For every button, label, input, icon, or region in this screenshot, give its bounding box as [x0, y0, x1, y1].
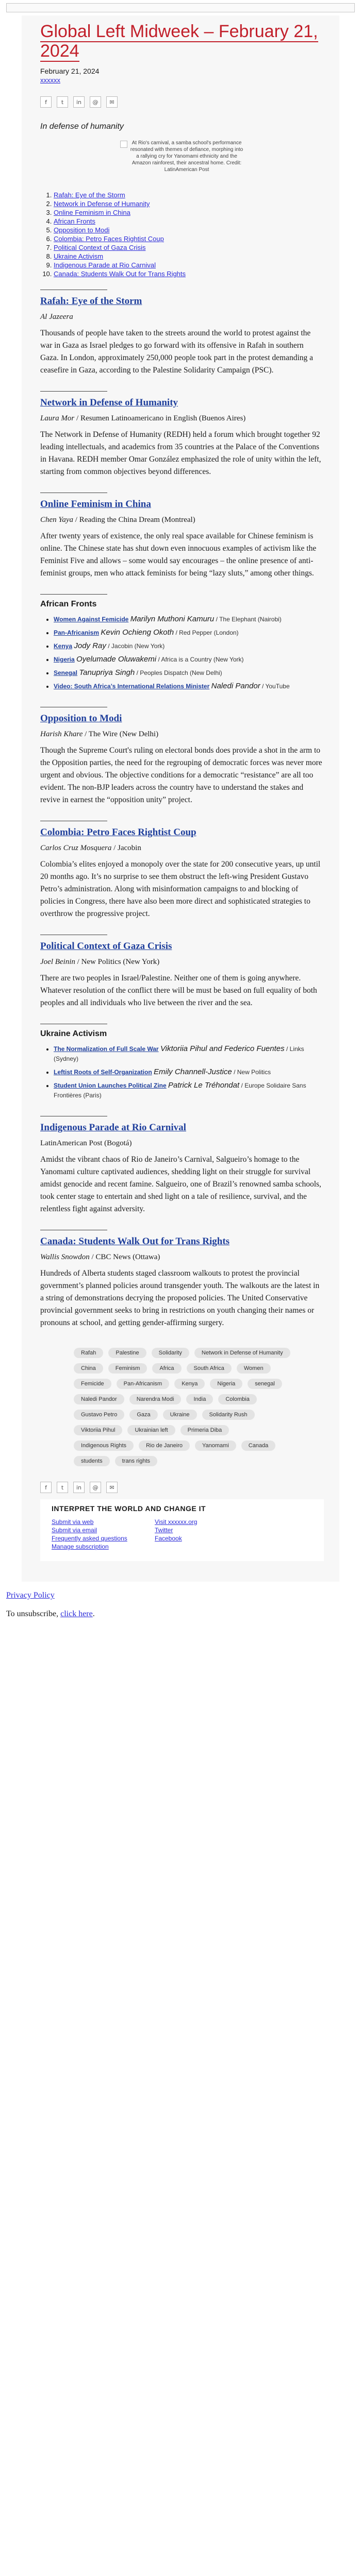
tag-pill[interactable]: Solidarity	[152, 1348, 189, 1358]
article-author: Al Jazeera	[40, 313, 73, 321]
share-icons-row	[40, 96, 324, 108]
article-title-link[interactable]: Network in Defense of Humanity	[40, 397, 178, 408]
tag-pill[interactable]: Network in Defense of Humanity	[194, 1348, 290, 1358]
top-browser-bar	[0, 0, 361, 15]
article-source: Reading the China Dream (Montreal)	[79, 516, 195, 524]
article-colombia	[40, 826, 324, 920]
footer-band	[40, 1499, 324, 1561]
toc-link-ukraine[interactable]: Ukraine Activism	[54, 252, 104, 260]
list-item: • Leftist Roots of Self-Organization Emily Channell-Justice / New Politics	[54, 1067, 324, 1077]
article-author: Carlos Cruz Mosquera	[40, 844, 112, 852]
list-item: • Women Against Femicide Marilyn Muthoni Kamuru / The Elephant (Nairobi)	[54, 614, 324, 624]
unsubscribe-suffix: .	[92, 1609, 95, 1618]
hero-caption: At Rio's carnival, a samba school's performance resonated with themes of defiance, morphing into a rallying cry for Yanomami ethnicity and the Amazon rainforest, their ancestral home. Credit: LatinAmerican Post	[130, 140, 243, 173]
unsubscribe-line	[6, 1609, 356, 1619]
item-link[interactable]: Nigeria	[54, 656, 75, 663]
list-item: • Video: South Africa’s International Relations Minister Naledi Pandor / YouTube	[54, 681, 324, 691]
article-feminism	[40, 498, 324, 580]
facebook-link[interactable]: Facebook	[155, 1535, 182, 1542]
newsletter-title[interactable]: Global Left Midweek – February 21, 2024	[40, 22, 318, 61]
article-title	[40, 397, 324, 409]
item-source: Africa is a Country (New York)	[161, 656, 244, 663]
footer-heading: INTERPRET THE WORLD AND CHANGE IT	[52, 1504, 206, 1513]
tag-pill[interactable]: Yanomami	[195, 1440, 236, 1451]
article-body: Thousands of people have taken to the streets around the world to protest against the war in Gaza as Israel pledges to go forward with its offensive in Rafah in southern Gaza. In London, approximately 250,000 people took part in the protest demanding a ceasefire in Gaza, according to the Palestine Solidarity Campaign (PSC).	[40, 329, 314, 375]
item-link[interactable]: Pan-Africanism	[54, 629, 100, 636]
article-title	[40, 940, 324, 953]
article-body: There are two peoples in Israel/Palestine. Neither one of them is going anywhere. Whatever resolution of the conflict there will be must be based on full equality of both peoples and all individuals who live between the river and the sea.	[40, 974, 317, 1007]
privacy-policy-link[interactable]: Privacy Policy	[6, 1591, 55, 1600]
article-title	[40, 1235, 324, 1248]
item-link[interactable]: Women Against Femicide	[54, 616, 129, 623]
tag-pill[interactable]: Gustavo Petro	[74, 1410, 124, 1420]
tag-pill[interactable]: Solidarity Rush	[202, 1410, 255, 1420]
article-author: Wallis Snowdon	[40, 1253, 90, 1261]
tag-pill[interactable]: Rio de Janeiro	[139, 1440, 190, 1451]
tag-pill[interactable]: Rafah	[74, 1348, 103, 1358]
item-source: YouTube	[265, 683, 290, 690]
toc-item	[54, 261, 324, 269]
toc-item	[54, 208, 324, 217]
tag-pill[interactable]: Kenya	[174, 1379, 205, 1389]
article-byline: Harish Khare / The Wire (New Delhi)	[40, 730, 159, 738]
article-rio	[40, 1122, 324, 1215]
item-author: Tanupriya Singh	[79, 668, 135, 677]
article-title-link[interactable]: Political Context of Gaza Crisis	[40, 941, 172, 952]
twitter-icon[interactable]: t	[57, 1482, 68, 1493]
toc-link-gaza[interactable]: Political Context of Gaza Crisis	[54, 244, 146, 251]
footer-columns	[52, 1518, 319, 1551]
tag-pill[interactable]: Indigenous Rights	[74, 1440, 134, 1451]
item-author: Emily Channell-Justice	[154, 1067, 232, 1076]
article-body: Colombia’s elites enjoyed a monopoly over the state for 200 consecutive years, up until 20 months ago. It’s no surprise to see them obstruct the left-wing President Gustavo Petro’s administration. Along with misinformation campaigns to and blocking of policies in Congress, there have also been more direct and sophisticated strategies to overthrow the progressive project.	[40, 860, 321, 918]
article-title	[40, 295, 324, 308]
item-author: Patrick Le Tréhondat	[168, 1081, 240, 1090]
article-modi	[40, 713, 324, 806]
toc-item	[54, 226, 324, 234]
section-heading: Ukraine Activism	[40, 1029, 107, 1038]
submit-web-link[interactable]: Submit via web	[52, 1518, 94, 1526]
tag-pill[interactable]: Nigeria	[210, 1379, 242, 1389]
faq-link[interactable]: Frequently asked questions	[52, 1535, 127, 1542]
tag-pill[interactable]: Women	[237, 1363, 271, 1374]
tag-pill[interactable]: Canada	[241, 1440, 276, 1451]
visit-site-link[interactable]: Visit xxxxxx.org	[155, 1518, 198, 1526]
item-link[interactable]: Kenya	[54, 642, 73, 650]
hero-image	[40, 140, 324, 173]
article-byline	[40, 312, 324, 322]
toc-item	[54, 199, 324, 208]
article-title-link[interactable]: Colombia: Petro Faces Rightist Coup	[40, 827, 196, 838]
list-item: • The Normalization of Full Scale War Viktoriia Pihul and Federico Fuentes / Links (Sydney)	[54, 1044, 324, 1064]
ukraine-list	[40, 1044, 324, 1100]
section-african-fronts	[40, 600, 324, 691]
tag-pill[interactable]: Ukraine	[163, 1410, 197, 1420]
toc-link-feminism[interactable]: Online Feminism in China	[54, 209, 130, 216]
article-body: The Network in Defense of Humanity (REDH) held a forum which brought together 92 leading intellectuals, and academics from 35 countries at the Palace of the Conventions in Havana. REDH member Omar González emphasized the role of unity within the left, starting from common objectives beyond differences.	[40, 430, 321, 476]
email-icon[interactable]: ✉	[106, 96, 118, 108]
toc-item	[54, 243, 324, 252]
tag-pill[interactable]: Palestine	[108, 1348, 146, 1358]
tag-pill[interactable]: senegal	[248, 1379, 282, 1389]
facebook-icon[interactable]: f	[40, 96, 52, 108]
item-link[interactable]: Senegal	[54, 669, 78, 676]
list-item: • Student Union Launches Political Zine Patrick Le Tréhondat / Europe Solidaire Sans Frontières (Paris)	[54, 1080, 324, 1100]
article-title-link[interactable]: Opposition to Modi	[40, 713, 122, 724]
toc-link-canada[interactable]: Canada: Students Walk Out for Trans Rights	[54, 270, 186, 278]
article-title	[40, 1122, 324, 1134]
footer-col-left	[52, 1518, 155, 1551]
article-title-link[interactable]: Canada: Students Walk Out for Trans Rights	[40, 1236, 230, 1247]
article-title-link[interactable]: Rafah: Eye of the Storm	[40, 296, 142, 307]
article-title	[40, 826, 324, 839]
unsubscribe-text: To unsubscribe,	[6, 1609, 59, 1618]
tag-pill[interactable]: South Africa	[187, 1363, 232, 1374]
item-source: New Politics	[237, 1069, 271, 1076]
article-byline: Laura Mor / Resumen Latinoamericano in English (Buenos Aires)	[40, 414, 246, 422]
tag-pill[interactable]: Femicide	[74, 1379, 111, 1389]
toc-link-network[interactable]: Network in Defense of Humanity	[54, 200, 150, 208]
item-source: The Elephant (Nairobi)	[219, 616, 282, 623]
toc-link-rio[interactable]: Indigenous Parade at Rio Carnival	[54, 261, 156, 269]
item-source: Red Pepper (London)	[179, 629, 239, 636]
list-item: • Pan-Africanism Kevin Ochieng Okoth / Red Pepper (London)	[54, 628, 324, 638]
tag-pill[interactable]: Gaza	[129, 1410, 157, 1420]
sender-link[interactable]: xxxxxx	[40, 76, 60, 84]
article-source: The Wire (New Delhi)	[88, 730, 159, 738]
article-source: New Politics (New York)	[81, 958, 160, 966]
article-gaza	[40, 940, 324, 1009]
list-item: • Nigeria Oyelumade Oluwakemi / Africa is a Country (New York)	[54, 654, 324, 665]
article-byline	[40, 1138, 324, 1148]
item-author: Oyelumade Oluwakemi	[76, 655, 157, 664]
tag-cloud	[74, 1348, 290, 1466]
section-heading: African Fronts	[40, 600, 97, 608]
tag-pill[interactable]: Africa	[152, 1363, 181, 1374]
article-title-link[interactable]: Indigenous Parade at Rio Carnival	[40, 1122, 186, 1133]
linkedin-icon[interactable]: in	[73, 96, 85, 108]
article-body: Hundreds of Alberta students staged classroom walkouts to protest the provincial government’s planned policies around transgender youth. The walkouts are the latest in a string of demonstrations decrying the proposed policies. The United Conservative provincial government seeks to bring in restrictions on youth changing their names or pronouns at school, and getting gender-affirming surgery.	[40, 1269, 320, 1327]
article-body: After twenty years of existence, the only real space available for Chinese feminism is online. The Chinese state has shut down even innocuous examples of activism like the Feminist Five and allows – some would say encourages – the online presence of anti-feminist groups, men who attack feminists for being “lazy sluts,” among other things.	[40, 532, 317, 578]
item-link[interactable]: The Normalization of Full Scale War	[54, 1045, 159, 1053]
toc-link-modi[interactable]: Opposition to Modi	[54, 226, 110, 234]
tag-pill[interactable]: India	[186, 1394, 213, 1404]
list-item: • Senegal Tanupriya Singh / Peoples Dispatch (New Delhi)	[54, 668, 324, 678]
tag-pill[interactable]: Pan-Africanism	[117, 1379, 170, 1389]
section-ukraine-activism	[40, 1029, 324, 1100]
tag-pill[interactable]: trans rights	[115, 1456, 157, 1466]
toc-item	[54, 269, 324, 278]
tag-pill[interactable]: Primeria Diba	[180, 1425, 229, 1435]
mention-icon[interactable]: @	[90, 96, 101, 108]
list-item: • Kenya Jody Ray / Jacobin (New York)	[54, 641, 324, 651]
toc-item	[54, 191, 324, 199]
toc-link-colombia[interactable]: Colombia: Petro Faces Rightist Coup	[54, 235, 164, 243]
article-body: Amidst the vibrant chaos of Rio de Janeiro’s Carnival, Salgueiro’s homage to the Yanomami culture captivated audiences, shedding light on their struggle for survival amidst genocide and recent famine. Salgueiro, one of Brazil’s renowned samba schools, took center stage to entertain and shed light on a tale of resilience, survival, and the relentless fight against adversity.	[40, 1155, 321, 1213]
african-fronts-list	[40, 614, 324, 691]
tag-pill[interactable]: Ukrainian left	[127, 1425, 175, 1435]
article-byline: Carlos Cruz Mosquera / Jacobin	[40, 844, 141, 852]
tag-pill[interactable]: Feminism	[108, 1363, 147, 1374]
tag-pill[interactable]: Viktoriia Pihul	[74, 1425, 122, 1435]
item-source: Peoples Dispatch (New Delhi)	[140, 669, 222, 676]
bottom-share-icons-row	[40, 1482, 324, 1493]
item-source: Links (Sydney)	[54, 1045, 304, 1062]
item-author: Viktoriia Pihul and Federico Fuentes	[160, 1044, 285, 1053]
article-source: Resumen Latinoamericano in English (Buenos Aires)	[80, 414, 246, 422]
newsletter-sheet	[22, 15, 339, 1582]
divider	[40, 391, 107, 392]
submit-email-link[interactable]: Submit via email	[52, 1527, 97, 1534]
toc-item	[54, 234, 324, 243]
tag-pill[interactable]: students	[74, 1456, 110, 1466]
article-title-link[interactable]: Online Feminism in China	[40, 499, 151, 510]
article-source: LatinAmerican Post (Bogotá)	[40, 1139, 132, 1147]
article-canada	[40, 1235, 324, 1329]
article-author: Harish Khare	[40, 730, 83, 738]
article-byline: Wallis Snowdon / CBC News (Ottawa)	[40, 1253, 160, 1261]
tag-pill[interactable]: Narendra Modi	[129, 1394, 182, 1404]
article-byline: Joel Beinin / New Politics (New York)	[40, 958, 160, 966]
article-author: Laura Mor	[40, 414, 75, 422]
twitter-link[interactable]: Twitter	[155, 1527, 173, 1534]
toc-link-africa[interactable]: African Fronts	[54, 217, 95, 225]
item-link[interactable]: Student Union Launches Political Zine	[54, 1082, 167, 1089]
unsubscribe-link[interactable]: click here	[60, 1609, 93, 1618]
article-source: CBC News (Ottawa)	[95, 1253, 160, 1261]
twitter-icon[interactable]: t	[57, 96, 68, 108]
article-title	[40, 498, 324, 511]
toc-item	[54, 252, 324, 261]
tag-pill[interactable]: Colombia	[218, 1394, 256, 1404]
table-of-contents	[40, 191, 324, 278]
broken-image-icon	[120, 141, 127, 148]
item-link[interactable]: Video: South Africa’s International Relations Minister	[54, 683, 210, 690]
post-footer	[0, 1582, 361, 1619]
article-byline: Chen Yaya / Reading the China Dream (Montreal)	[40, 516, 195, 524]
item-link[interactable]: Leftist Roots of Self-Organization	[54, 1069, 152, 1076]
newsletter-date: February 21, 2024	[40, 67, 100, 75]
linkedin-icon[interactable]: in	[73, 1482, 85, 1493]
article-author: Chen Yaya	[40, 516, 74, 524]
manage-subscription-link[interactable]: Manage subscription	[52, 1543, 109, 1550]
item-source: Europe Solidaire Sans Frontières (Paris)	[54, 1082, 306, 1099]
item-author: Jody Ray	[74, 641, 106, 650]
article-body: Though the Supreme Court's ruling on electoral bonds does provide a shot in the arm to the Opposition parties, the need for the regrouping of democratic forces was never more urgent and obvious. The objective conditions for a democratic “resistance” are all too evident. The non-BJP leaders across the country have to understand the stakes and revive in earnest the “opposition unity” project.	[40, 746, 322, 804]
article-source: Jacobin	[118, 844, 141, 852]
article-title	[40, 713, 324, 725]
header-image-placeholder	[6, 3, 355, 12]
item-author: Marilyn Muthoni Kamuru	[130, 615, 215, 623]
footer-col-right	[155, 1518, 258, 1551]
article-network	[40, 397, 324, 478]
item-author: Naledi Pandor	[211, 682, 260, 690]
article-author: Joel Beinin	[40, 958, 75, 966]
tagline: In defense of humanity	[40, 122, 124, 131]
item-author: Kevin Ochieng Okoth	[101, 628, 174, 637]
tag-pill[interactable]: China	[74, 1363, 103, 1374]
email-icon[interactable]: ✉	[106, 1482, 118, 1493]
mention-icon[interactable]: @	[90, 1482, 101, 1493]
facebook-icon[interactable]: f	[40, 1482, 52, 1493]
divider	[40, 594, 107, 595]
item-source: Jacobin (New York)	[111, 642, 165, 650]
article-rafah	[40, 295, 324, 377]
toc-link-rafah[interactable]: Rafah: Eye of the Storm	[54, 191, 125, 199]
toc-item	[54, 217, 324, 226]
tag-pill[interactable]: Naledi Pandor	[74, 1394, 124, 1404]
